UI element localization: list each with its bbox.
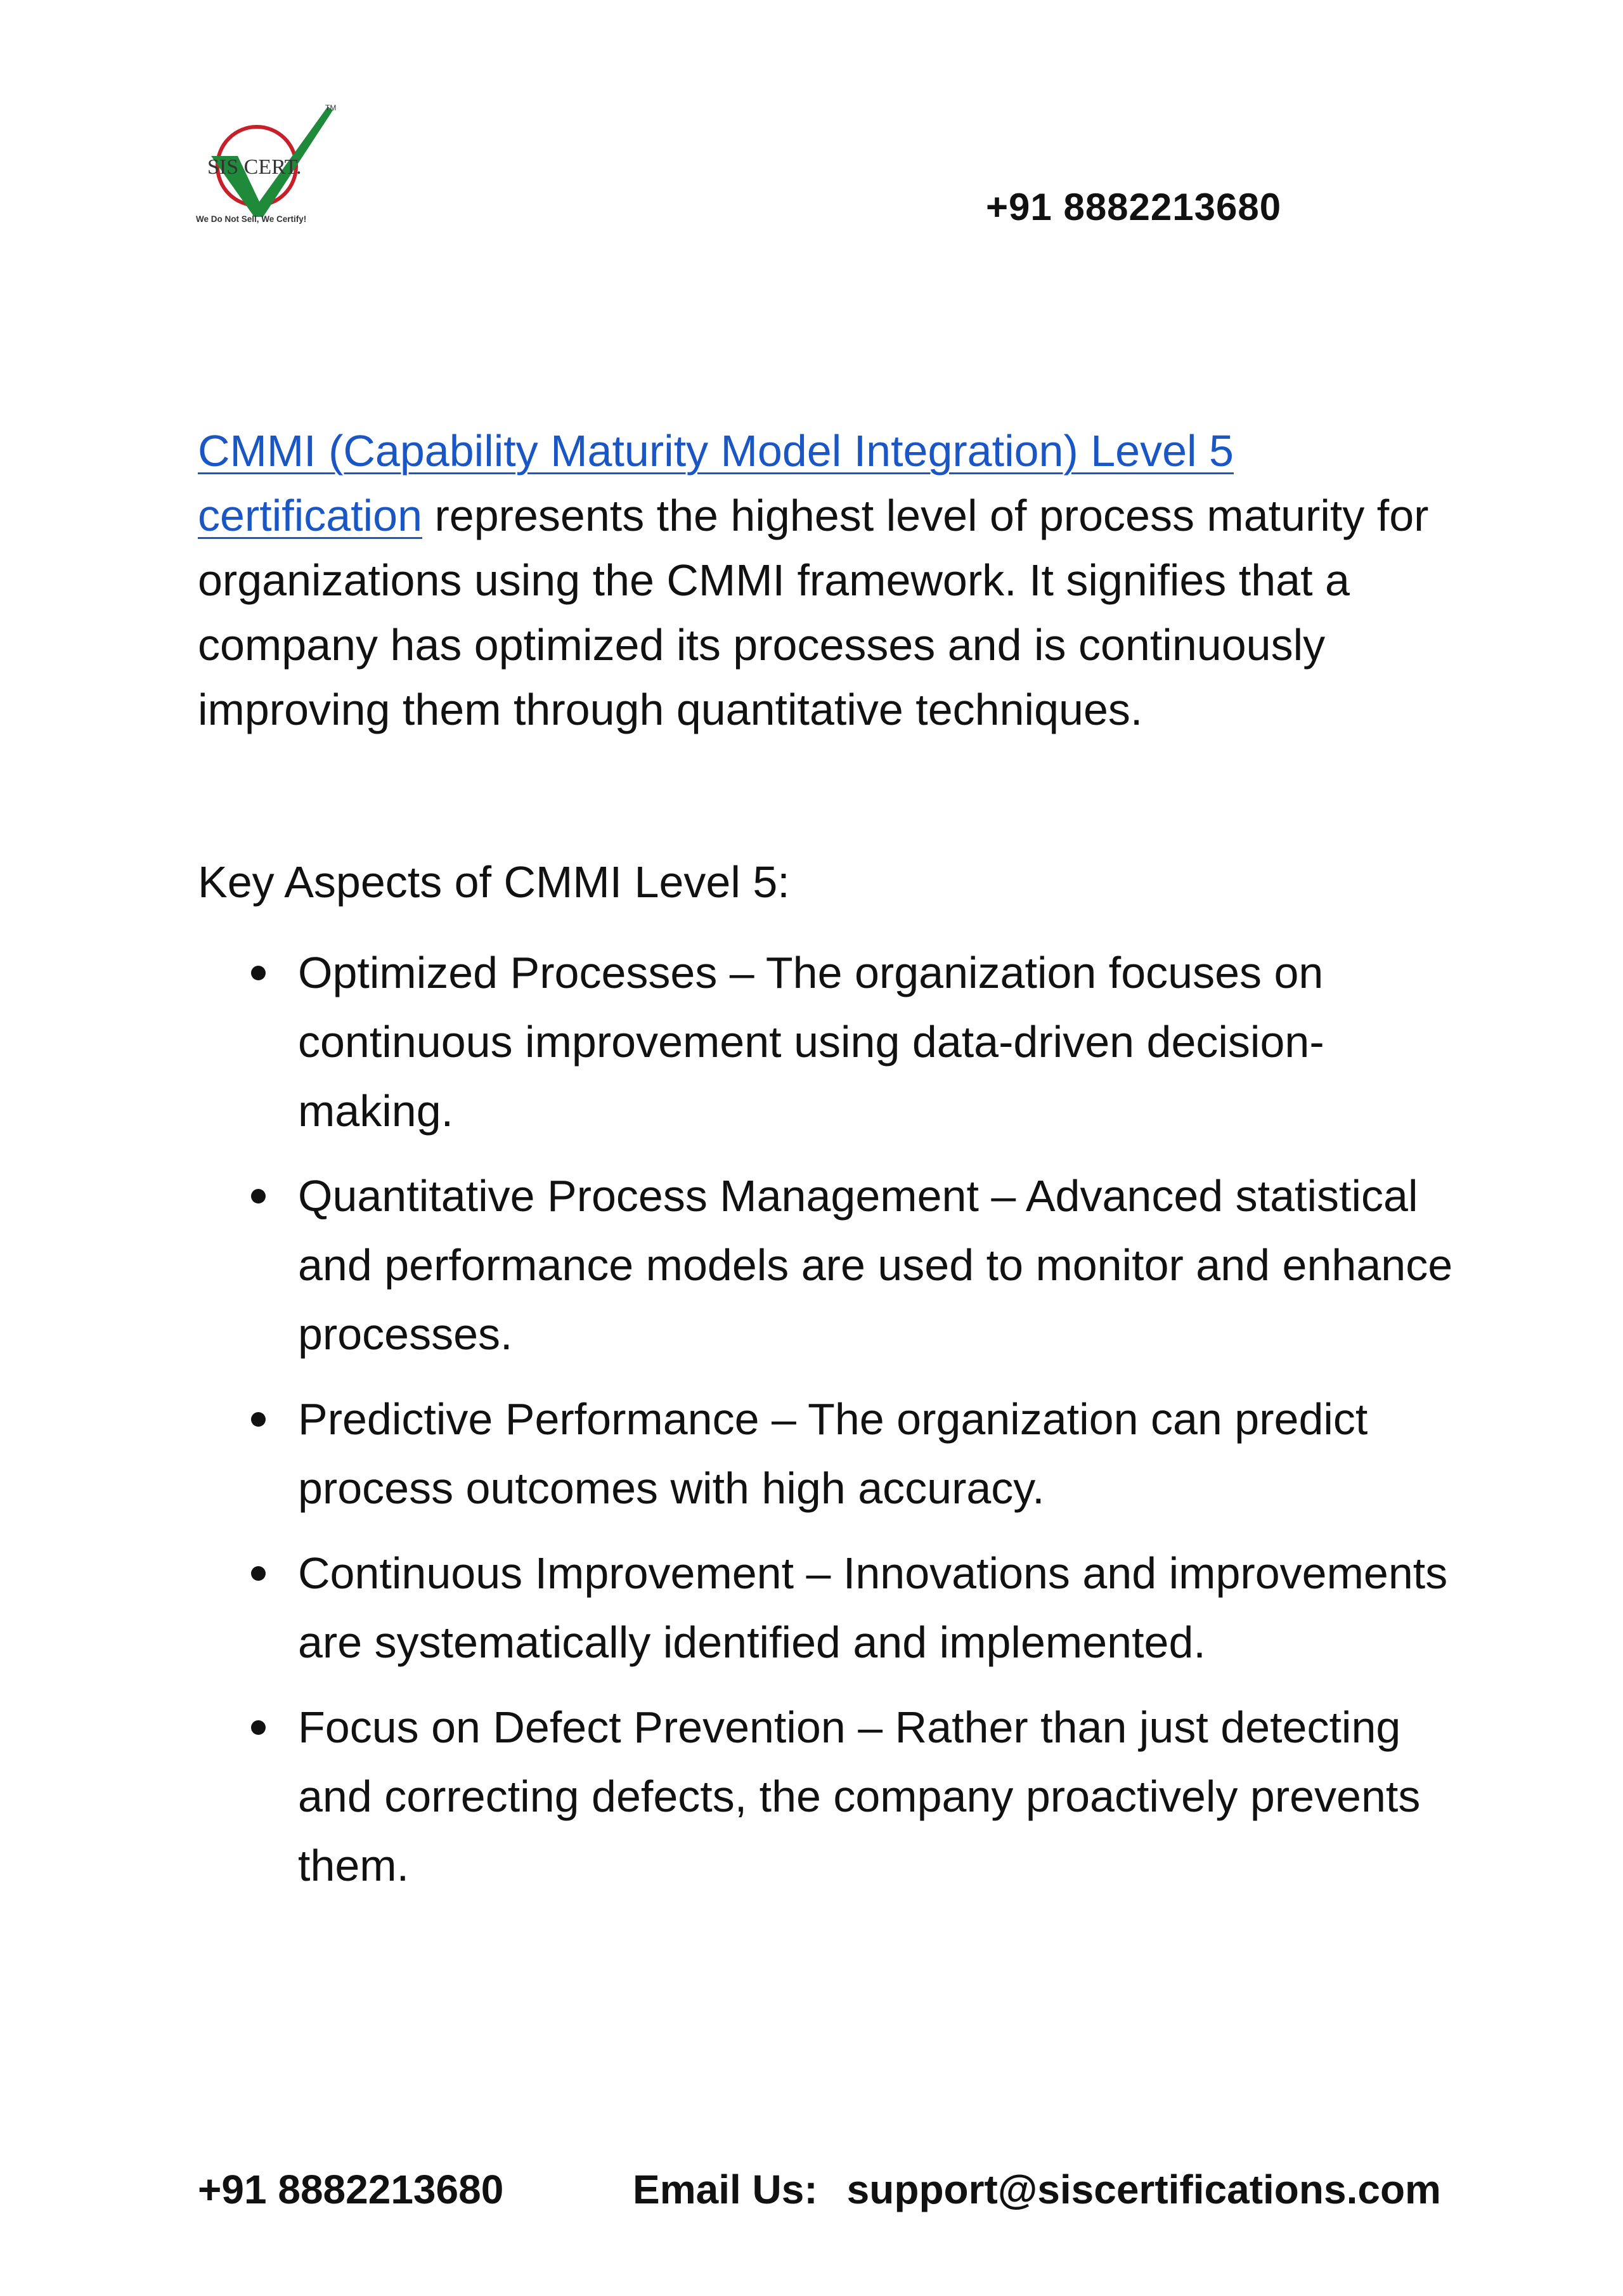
logo-brand-text: SIS CERT. (207, 155, 302, 179)
bullet-icon (251, 1566, 266, 1581)
bullet-icon (251, 1189, 266, 1203)
footer-phone-number: +91 8882213680 (198, 2167, 504, 2212)
logo-graphic (193, 95, 346, 228)
list-item (198, 1539, 1459, 1677)
list-item-text: Continuous Improvement – Innovations and improvements are systematically identified and implemented. (298, 1548, 1448, 1667)
logo-tagline: We Do Not Sell, We Certify! (196, 214, 307, 224)
email-address[interactable]: support@siscertifications.com (846, 2167, 1441, 2212)
header-phone-number: +91 8882213680 (986, 186, 1282, 228)
list-item (198, 1162, 1459, 1369)
intro-text: represents the highest level of process maturity for organizations using the CMMI framework. It signifies that a company has optimized its processes and is continuously improving them through quantitative techniques. (198, 491, 1429, 734)
cmmi-certification-link[interactable]: CMMI (Capability Maturity Model Integration) Level 5 certification (198, 426, 1234, 540)
list-item (198, 938, 1459, 1146)
list-item-text: Focus on Defect Prevention – Rather than just detecting and correcting defects, the company proactively prevents them. (298, 1703, 1421, 1890)
key-aspects-heading: Key Aspects of CMMI Level 5: (198, 857, 790, 907)
list-item (198, 1693, 1459, 1900)
bullet-icon (251, 1720, 266, 1735)
email-label: Email Us: (633, 2167, 818, 2212)
bullet-icon (251, 966, 266, 980)
intro-paragraph (198, 418, 1453, 742)
list-item (198, 1385, 1459, 1523)
key-aspects-list (198, 938, 1459, 1916)
list-item-text: Optimized Processes – The organization focuses on continuous improvement using data-driven decision-making. (298, 948, 1324, 1136)
list-item-text: Quantitative Process Management – Advanced statistical and performance models are used to monitor and enhance processes. (298, 1171, 1453, 1359)
siscert-logo (193, 95, 346, 228)
list-item-text: Predictive Performance – The organization can predict process outcomes with high accuracy. (298, 1394, 1368, 1513)
logo-trademark: TM (325, 103, 337, 112)
bullet-icon (251, 1412, 266, 1427)
footer-email (633, 2166, 1441, 2213)
